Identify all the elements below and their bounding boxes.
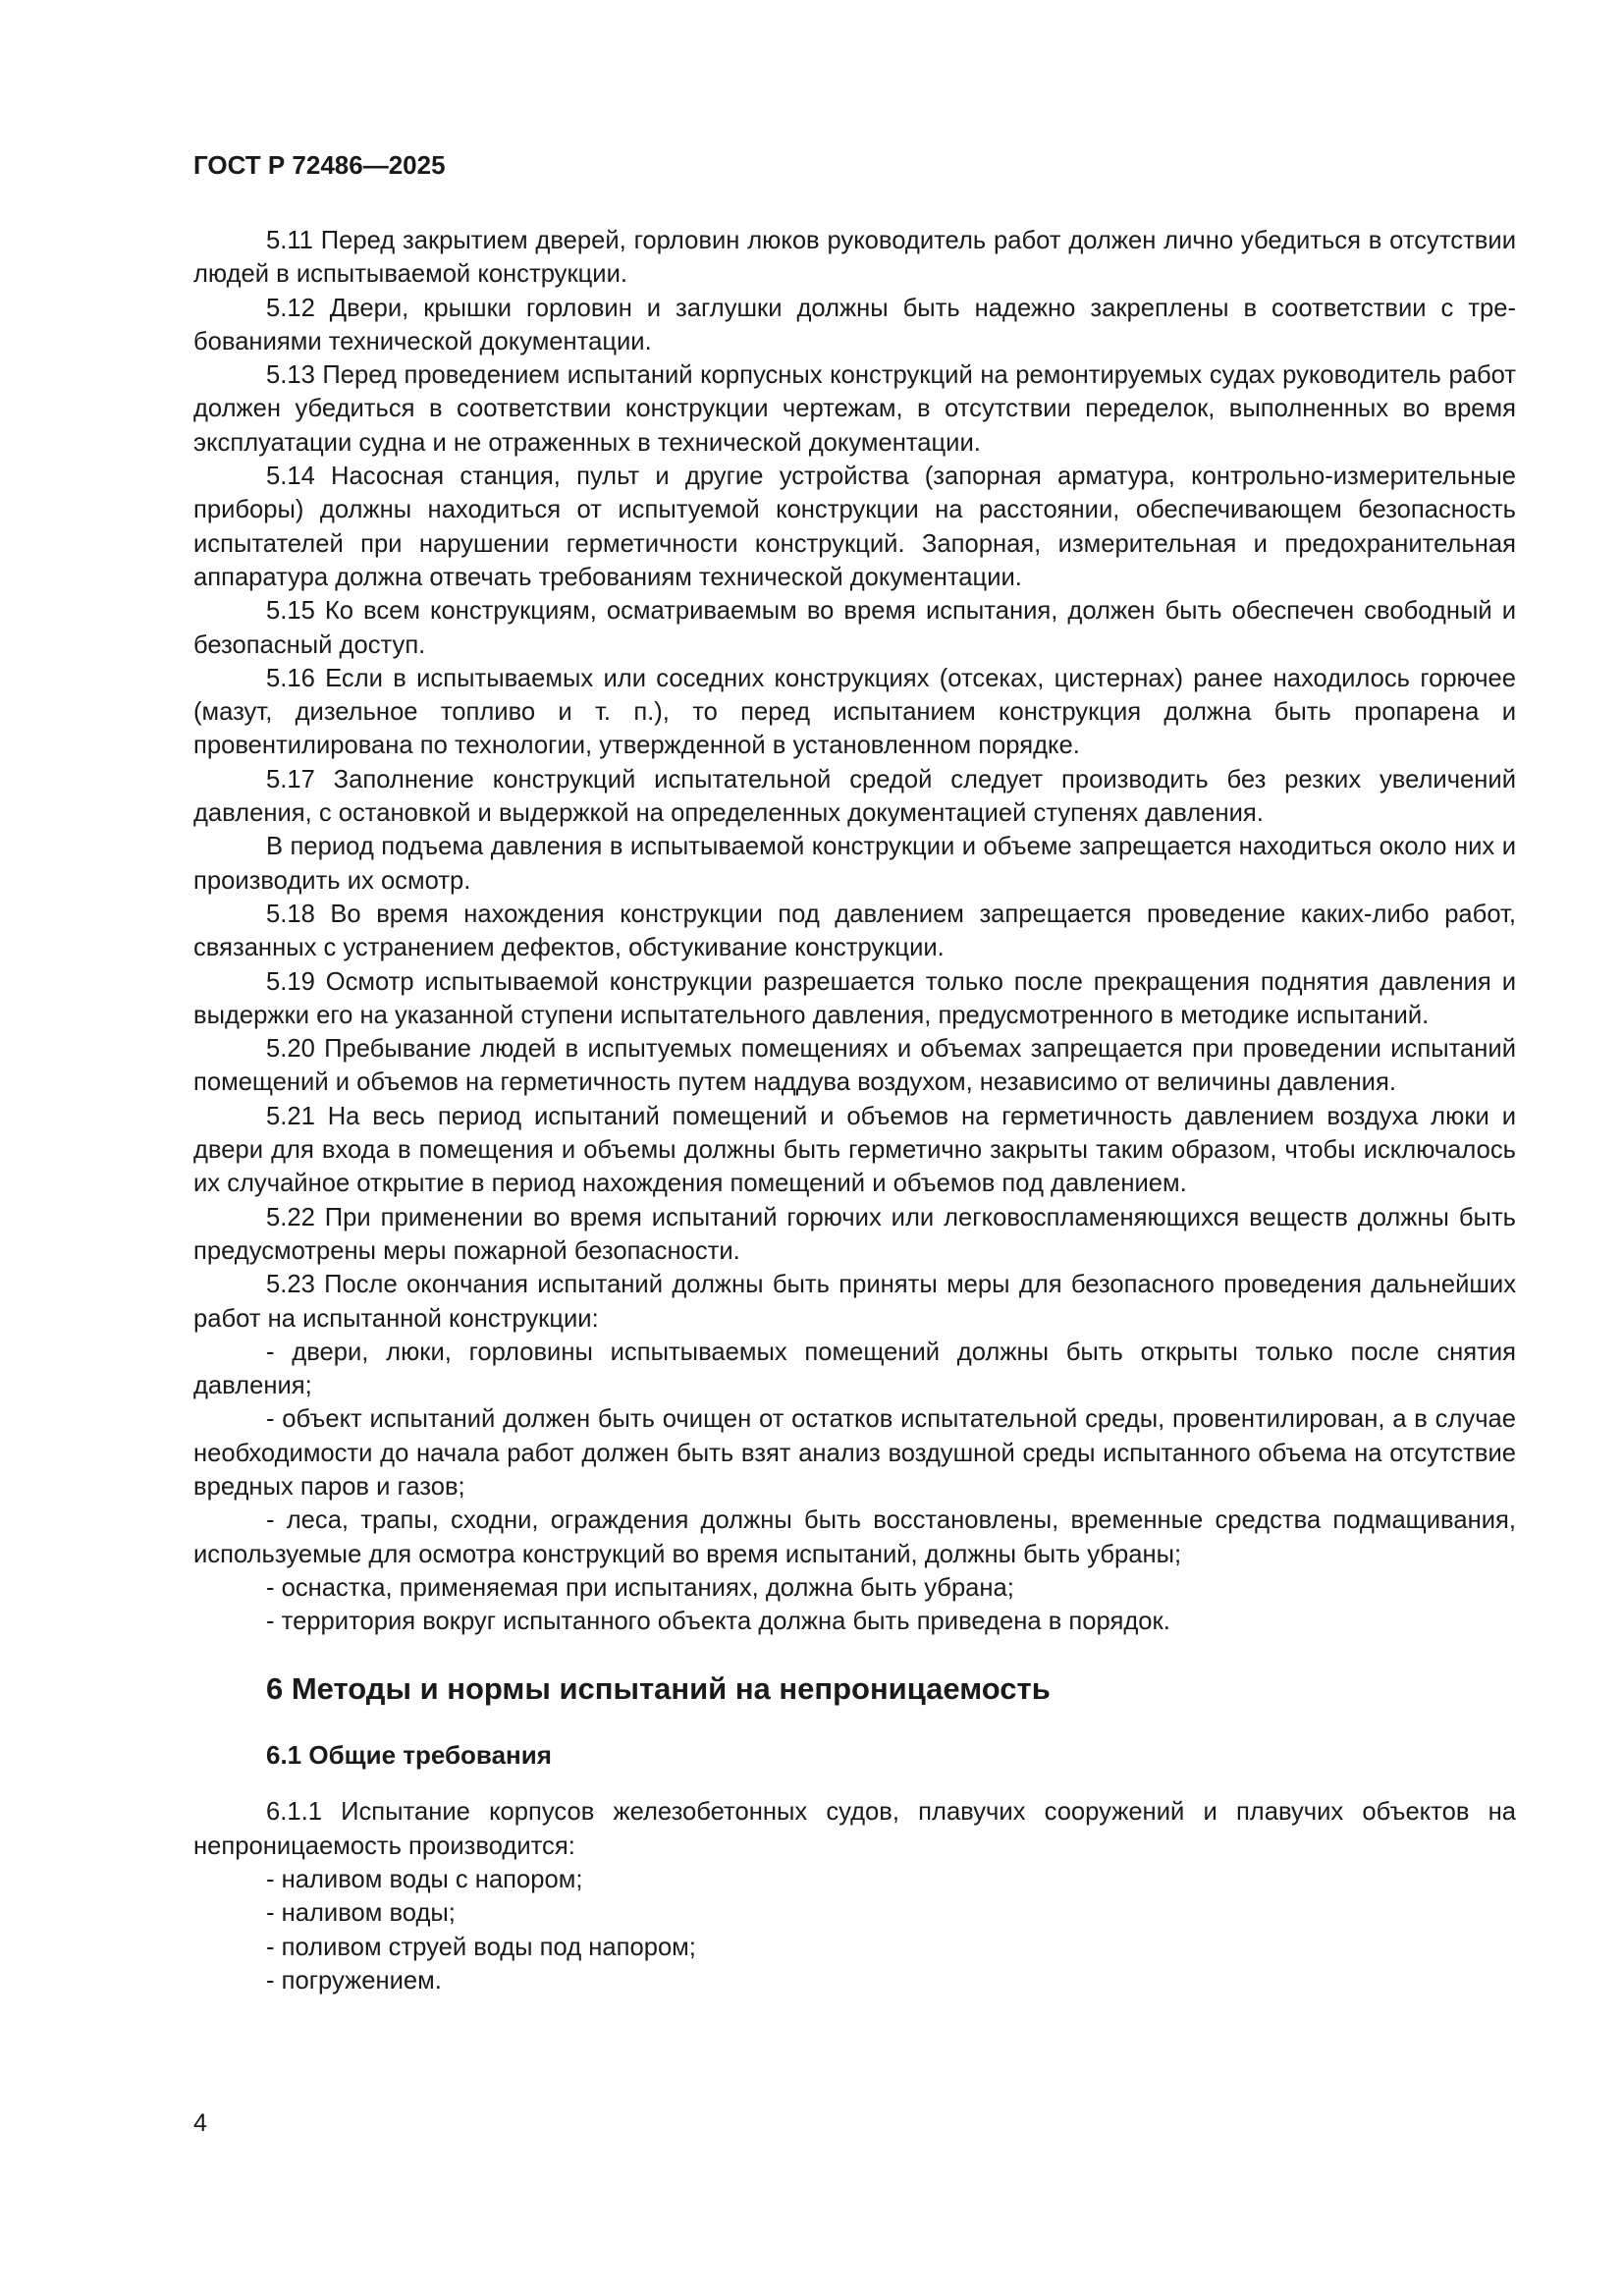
paragraph-5-12: 5.12 Двери, крышки горловин и заглушки должны быть надежно закреплены в соответствии с требованиями технической документации. [193,294,1516,355]
paragraph-5-18: 5.18 Во время нахождения конструкции под давлением запрещается проведение каких-либо работ, связанных с устранением дефектов, обстукивание конструкции. [193,900,1516,962]
paragraph-5-13: 5.13 Перед проведением испытаний корпусных конструкций на ремонтируемых судах руководитель работ должен убедиться в соответствии конструкции чертежам, в отсутствии переделок, выполненных во время эксплуатации судна и не отраженных в технической документации. [193,361,1516,457]
list-item: - оснастка, применяемая при испытаниях, должна быть убрана; [266,1573,1014,1602]
list-item: - двери, люки, горловины испытываемых помещений должны быть открыты только после снятия давления; [193,1338,1516,1400]
list-item: - погружением. [266,1966,442,1995]
paragraph-5-15: 5.15 Ко всем конструкциям, осматриваемым во время испытания, должен быть обеспечен свободный и безопасный доступ. [193,597,1516,659]
subsection-6-1-heading: 6.1 Общие требования [266,1740,552,1771]
paragraph-5-19: 5.19 Осмотр испытываемой конструкции разрешается только после прекращения поднятия давления и выдержки его на указанной ступени испытательного давления, предусмотренного в методике испытаний. [193,967,1516,1029]
paragraph-5-14: 5.14 Насосная станция, пульт и другие устройства (запорная арматура, контрольно-измерительные приборы) должны находиться от испытуемой конструкции на расстоянии, обеспечивающем безопасность испытателей при нарушении герметичности конструкций. Запорная, измерительная и предохранительная аппаратура должна отвечать требованиям технической документации. [193,463,1516,591]
paragraph-5-17: 5.17 Заполнение конструкций испытательной средой следует производить без резких увеличений давления, с остановкой и выдержкой на определенных документацией ступенях давления. [193,765,1516,828]
list-item: - территория вокруг испытанного объекта должна быть приведена в порядок. [266,1608,1170,1636]
list-item: - поливом струей воды под напором; [266,1933,696,1961]
page-number: 4 [193,2109,207,2137]
list-item: - наливом воды с напором; [266,1866,583,1894]
section-6-heading: 6 Методы и нормы испытаний на непроницаемость [266,1671,1051,1707]
paragraph-5-22: 5.22 При применении во время испытаний горючих или легковоспламеняющихся веществ должны быть предусмотрены меры пожарной безопасности. [193,1203,1516,1265]
paragraph-5-11: 5.11 Перед закрытием дверей, горловин люков руководитель работ должен лично убедиться в отсутствии людей в испытываемой конструкции. [193,227,1516,289]
paragraph-6-1-1: 6.1.1 Испытание корпусов железобетонных судов, плавучих сооружений и плавучих объектов на непроницаемость производится: [193,1798,1516,1860]
paragraph-5-17-continued: В период подъема давления в испытываемой конструкции и объеме запрещается находиться около них и производить их осмотр. [193,833,1516,895]
paragraph-5-23: 5.23 После окончания испытаний должны быть приняты меры для безопасного проведения дальнейших работ на испытанной конструкции: [193,1271,1516,1333]
document-body [193,224,1516,1997]
document-code-header: ГОСТ Р 72486—2025 [193,150,446,180]
list-item: - объект испытаний должен быть очищен от остатков испытательной среды, провентилирован, а в случае необходимости до начала работ должен быть взят анализ воздушной среды испытанного объема на отсутствие вредных паров и газов; [193,1405,1516,1501]
list-item: - леса, трапы, сходни, ограждения должны быть восстановлены, временные средства подмащивания, используемые для осмотра конструкций во время испытаний, должны быть убраны; [193,1506,1516,1568]
paragraph-5-20: 5.20 Пребывание людей в испытуемых помещениях и объемах запрещается при проведении испытаний помещений и объемов на герметичность путем наддува воздухом, независимо от величины давления. [193,1035,1516,1097]
paragraph-5-16: 5.16 Если в испытываемых или соседних конструкциях (отсеках, цистернах) ранее находилось горючее (мазут, дизельное топливо и т. п.), то перед испытанием конструкция должна быть пропарена и провентилирована по технологии, утвержденной в установленном порядке. [193,664,1516,760]
list-item: - наливом воды; [266,1899,456,1928]
paragraph-5-21: 5.21 На весь период испытаний помещений и объемов на герметичность давлением воздуха люки и двери для входа в помещения и объемы должны быть герметично закрыты таким образом, чтобы исключалось их случайное открытие в период нахождения помещений и объемов под давлением. [193,1102,1516,1198]
